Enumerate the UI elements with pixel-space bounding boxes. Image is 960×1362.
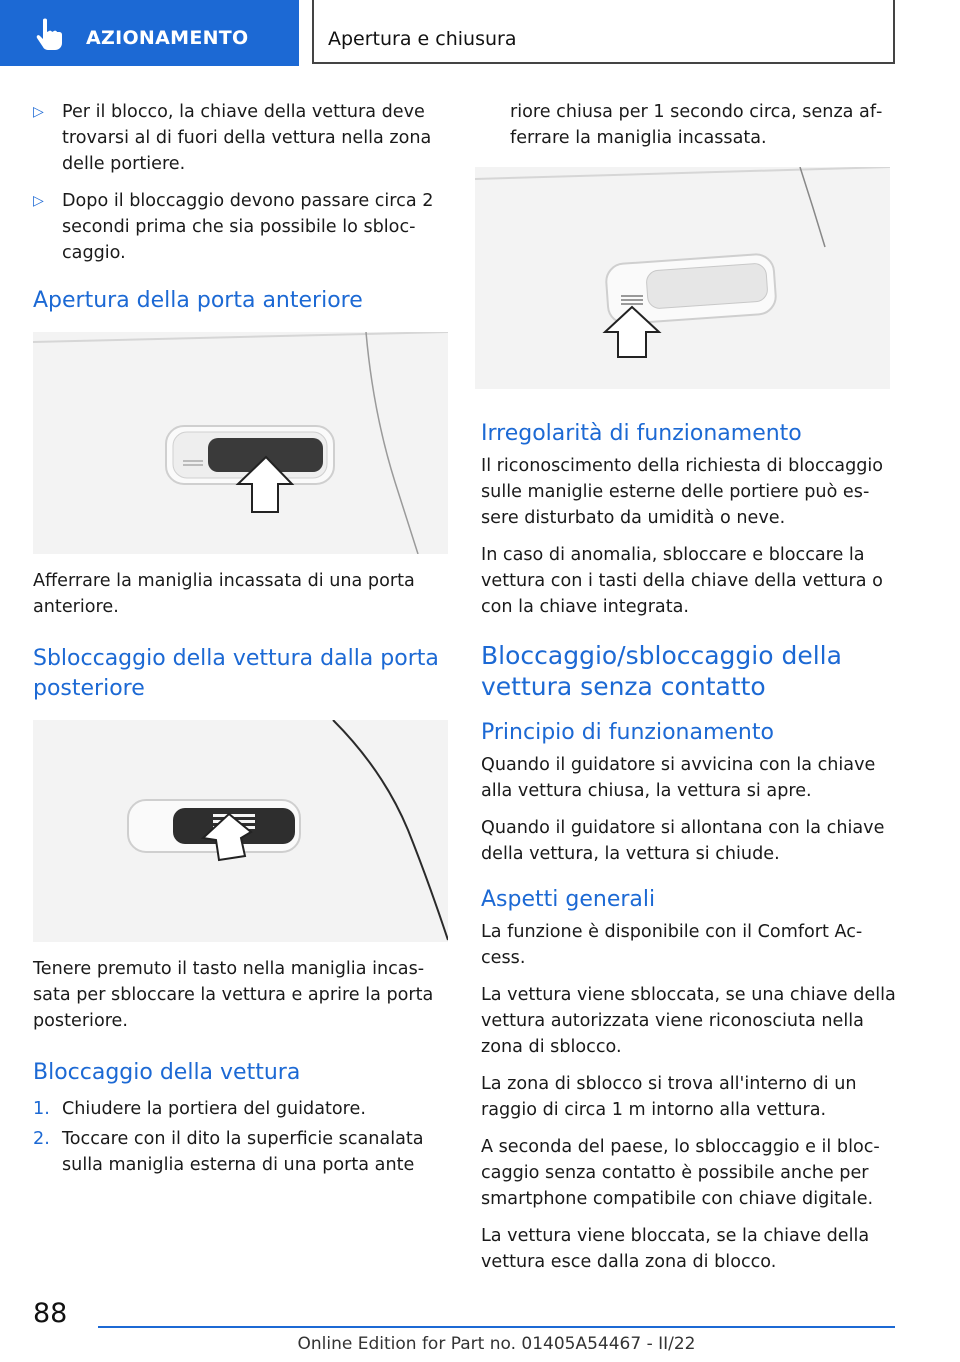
heading-general: Aspetti generali <box>481 887 656 912</box>
paragraph: A seconda del paese, lo sbloccaggio e il bloccaggio senza contatto è possibile anche per smartphone compatibile con chiave digitale. <box>481 1137 880 1209</box>
step-continuation: riore chiusa per 1 secondo circa, senza afferrare la maniglia incassata. <box>510 102 883 148</box>
right-column <box>481 99 896 1286</box>
section-tab <box>0 0 299 66</box>
paragraph: La vettura viene bloccata, se la chiave della vettura esce dalla zona di blocco. <box>481 1226 870 1272</box>
step-item: 2. Toccare con il dito la superficie scanalata sulla maniglia esterna di una porta ante <box>33 1129 424 1175</box>
figure-front-door-handle <box>33 332 448 554</box>
heading-principle: Principio di funzionamento <box>481 720 774 745</box>
section-title: AZIONAMENTO <box>86 27 249 49</box>
paragraph: La zona di sblocco si trova all'interno di un raggio di circa 1 m intorno alla vettura. <box>481 1074 857 1120</box>
step-item: 1. Chiudere la portiera del guidatore. <box>33 1099 366 1119</box>
paragraph: In caso di anomalia, sbloccare e bloccare la vettura con i tasti della chiave della vettura o con la chiave integrata. <box>481 545 883 617</box>
edition-note: Online Edition for Part no. 01405A54467 - II/22 <box>297 1334 696 1354</box>
heading-irregularities: Irregolarità di funzionamento <box>481 421 802 446</box>
triangle-bullet-icon: ▷ <box>33 104 44 120</box>
bullet-item: ▷ Dopo il bloccaggio devono passare circa 2 secondi prima che sia possibile lo sbloccaggio. <box>33 188 448 266</box>
paragraph: La funzione è disponibile con il Comfort Access. <box>481 922 863 968</box>
caption-front-door: Afferrare la maniglia incassata di una porta anteriore. <box>33 571 415 617</box>
left-column <box>33 99 448 1182</box>
bullet-item: ▷ Per il blocco, la chiave della vettura deve trovarsi al di fuori della vettura nella zona delle portiere. <box>33 99 448 177</box>
figure-rear-door-handle <box>33 720 448 942</box>
paragraph: Quando il guidatore si allontana con la chiave della vettura, la vettura si chiude. <box>481 818 885 864</box>
heading-locking: Bloccaggio della vettura <box>33 1060 301 1085</box>
heading-rear-door: Sbloccaggio della vettura dalla porta posteriore <box>33 646 439 701</box>
page-number: 88 <box>33 1298 68 1329</box>
figure-lock-touch-surface <box>475 167 890 389</box>
hand-pointer-icon <box>30 16 70 52</box>
paragraph: La vettura viene sbloccata, se una chiave della vettura autorizzata viene riconosciuta nella zona di sblocco. <box>481 985 896 1057</box>
heading-contactless: Bloccaggio/sbloccaggio della vettura senza contatto <box>481 641 842 701</box>
paragraph: Quando il guidatore si avvicina con la chiave alla vettura chiusa, la vettura si apre. <box>481 755 876 801</box>
triangle-bullet-icon: ▷ <box>33 193 44 209</box>
chapter-header <box>312 0 895 64</box>
caption-rear-door: Tenere premuto il tasto nella maniglia incassata per sbloccare la vettura e aprire la porta posteriore. <box>33 959 434 1031</box>
heading-front-door: Apertura della porta anteriore <box>33 288 363 313</box>
chapter-title: Apertura e chiusura <box>328 28 517 50</box>
footer-rule <box>98 1326 895 1328</box>
paragraph: Il riconoscimento della richiesta di bloccaggio sulle maniglie esterne delle portiere può essere disturbato da umidità o neve. <box>481 456 884 528</box>
